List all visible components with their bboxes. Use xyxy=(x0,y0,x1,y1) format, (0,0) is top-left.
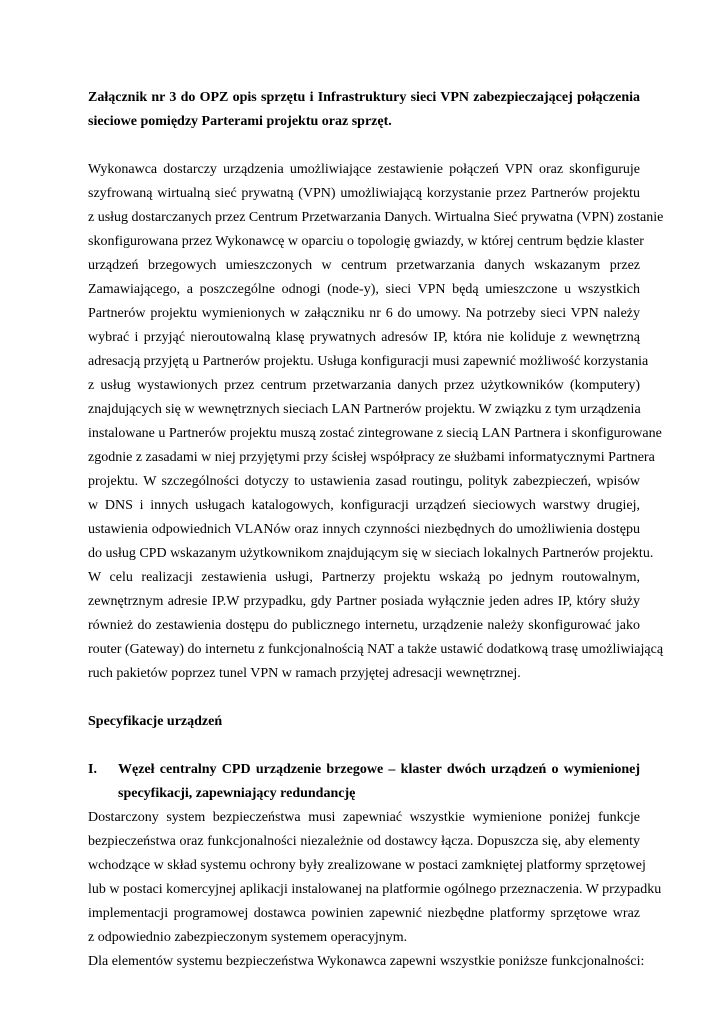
document-title xyxy=(88,86,640,134)
paragraph-line: również do zestawienia dostępu do publicznego internetu, urządzenie należy skonfigurować jako xyxy=(88,618,640,633)
paragraph-line: wchodzące w skład systemu ochrony były zrealizowane w postaci zamkniętej platformy sprzętowej xyxy=(88,858,646,873)
final-line: Dla elementów systemu bezpieczeństwa Wykonawca zapewni wszystkie poniższe funkcjonalności: xyxy=(88,954,645,969)
paragraph-line: z usług dostarczanych przez Centrum Przetwarzania Danych. Wirtualna Sieć prywatna (VPN) zostanie xyxy=(88,210,664,225)
paragraph-line: wybrać i przyjąć nieroutowalną klasę prywatnych adresów IP, która nie koliduje z wewnętrzną xyxy=(88,330,640,345)
paragraph-line: do usług CPD wskazanym użytkownikom znajdującym się w sieciach lokalnych Partnerów projektu. xyxy=(88,546,654,561)
section-heading xyxy=(88,758,640,806)
paragraph-line: adresacją przyjętą u Partnerów projektu. Usługa konfiguracji musi zapewnić możliwość korzystania xyxy=(88,354,649,369)
paragraph-line: z odpowiednio zabezpieczonym systemem operacyjnym. xyxy=(88,930,408,945)
document-content xyxy=(88,86,664,974)
paragraph-line: skonfigurowana przez Wykonawcę w oparciu o topologię gwiazdy, w której centrum będzie klaster xyxy=(88,234,644,249)
paragraph-line: router (Gateway) do internetu z funkcjonalnością NAT a także ustawić dodatkową trasę umożliwiającą xyxy=(88,642,664,657)
paragraph-line: ruch pakietów poprzez tunel VPN w ramach przyjętej adresacji wewnętrznej. xyxy=(88,666,521,681)
section-title-line: Węzeł centralny CPD urządzenie brzegowe – klaster dwóch urządzeń o wymienionej xyxy=(118,762,640,777)
section-paragraph xyxy=(88,806,662,950)
paragraph-line: Partnerów projektu wymienionych w załączniku nr 6 do umowy. Na potrzeby sieci VPN należy xyxy=(88,306,640,321)
paragraph-line: lub w postaci komercyjnej aplikacji instalowanej na platformie ogólnego przeznaczenia. W przypadku xyxy=(88,882,662,897)
title-line: Załącznik nr 3 do OPZ opis sprzętu i Infrastruktury sieci VPN zabezpieczającej połączenia xyxy=(88,90,640,105)
paragraph-line: implementacji programowej dostawca powinien zapewnić niezbędne platformy sprzętowe wraz xyxy=(88,906,640,921)
paragraph-line: ustawienia odpowiednich VLANów oraz innych czynności niezbędnych do umożliwienia dostępu xyxy=(88,522,640,537)
spec-heading: Specyfikacje urządzeń xyxy=(88,714,223,729)
paragraph-line: zgodnie z zasadami w niej przyjętymi przy ścisłej współpracy ze służbami informatycznymi Partnera xyxy=(88,450,655,465)
section-title-line: specyfikacji, zapewniający redundancję xyxy=(118,786,356,801)
paragraph-line: zewnętrznym adresie IP.W przypadku, gdy Partner posiada wyłącznie jeden adres IP, który służy xyxy=(88,594,640,609)
paragraph-line: szyfrowaną wirtualną sieć prywatną (VPN) umożliwiającą korzystanie przez Partnerów projektu xyxy=(88,186,640,201)
paragraph-line: projektu. W szczególności dotyczy to ustawienia zasad routingu, polityk zabezpieczeń, wpisów xyxy=(88,474,640,489)
paragraph-line: Zamawiającego, a poszczególne odnogi (node-y), sieci VPN będą umieszczone u wszystkich xyxy=(88,282,640,297)
paragraph-line: instalowane u Partnerów projektu muszą zostać zintegrowane z siecią LAN Partnera i skonfigurowane xyxy=(88,426,662,441)
paragraph-line: urządzeń brzegowych umieszczonych w centrum przetwarzania danych wskazanym przez xyxy=(88,258,640,273)
paragraph-line: Wykonawca dostarczy urządzenia umożliwiające zestawienie połączeń VPN oraz skonfiguruje xyxy=(88,162,640,177)
paragraph-line: w DNS i innych usługach katalogowych, konfiguracji urządzeń sieciowych warstwy drugiej, xyxy=(88,498,640,513)
title-line: sieciowe pomiędzy Parterami projektu oraz sprzęt. xyxy=(88,114,392,129)
paragraph-line: bezpieczeństwa oraz funkcjonalności niezależnie od dostawcy łącza. Dopuszcza się, aby elementy xyxy=(88,834,640,849)
paragraph-line: W celu realizacji zestawienia usługi, Partnerzy projektu wskażą po jednym routowalnym, xyxy=(88,570,640,585)
section-number: I. xyxy=(88,762,97,777)
paragraph-line: znajdujących się w wewnętrznych sieciach LAN Partnerów projektu. W związku z tym urządzenia xyxy=(88,402,641,417)
paragraph-line: z usług wystawionych przez centrum przetwarzania danych przez użytkowników (komputery) xyxy=(88,378,640,393)
intro-paragraph xyxy=(88,158,664,686)
paragraph-line: Dostarczony system bezpieczeństwa musi zapewniać wszystkie wymienione poniżej funkcje xyxy=(88,810,640,825)
